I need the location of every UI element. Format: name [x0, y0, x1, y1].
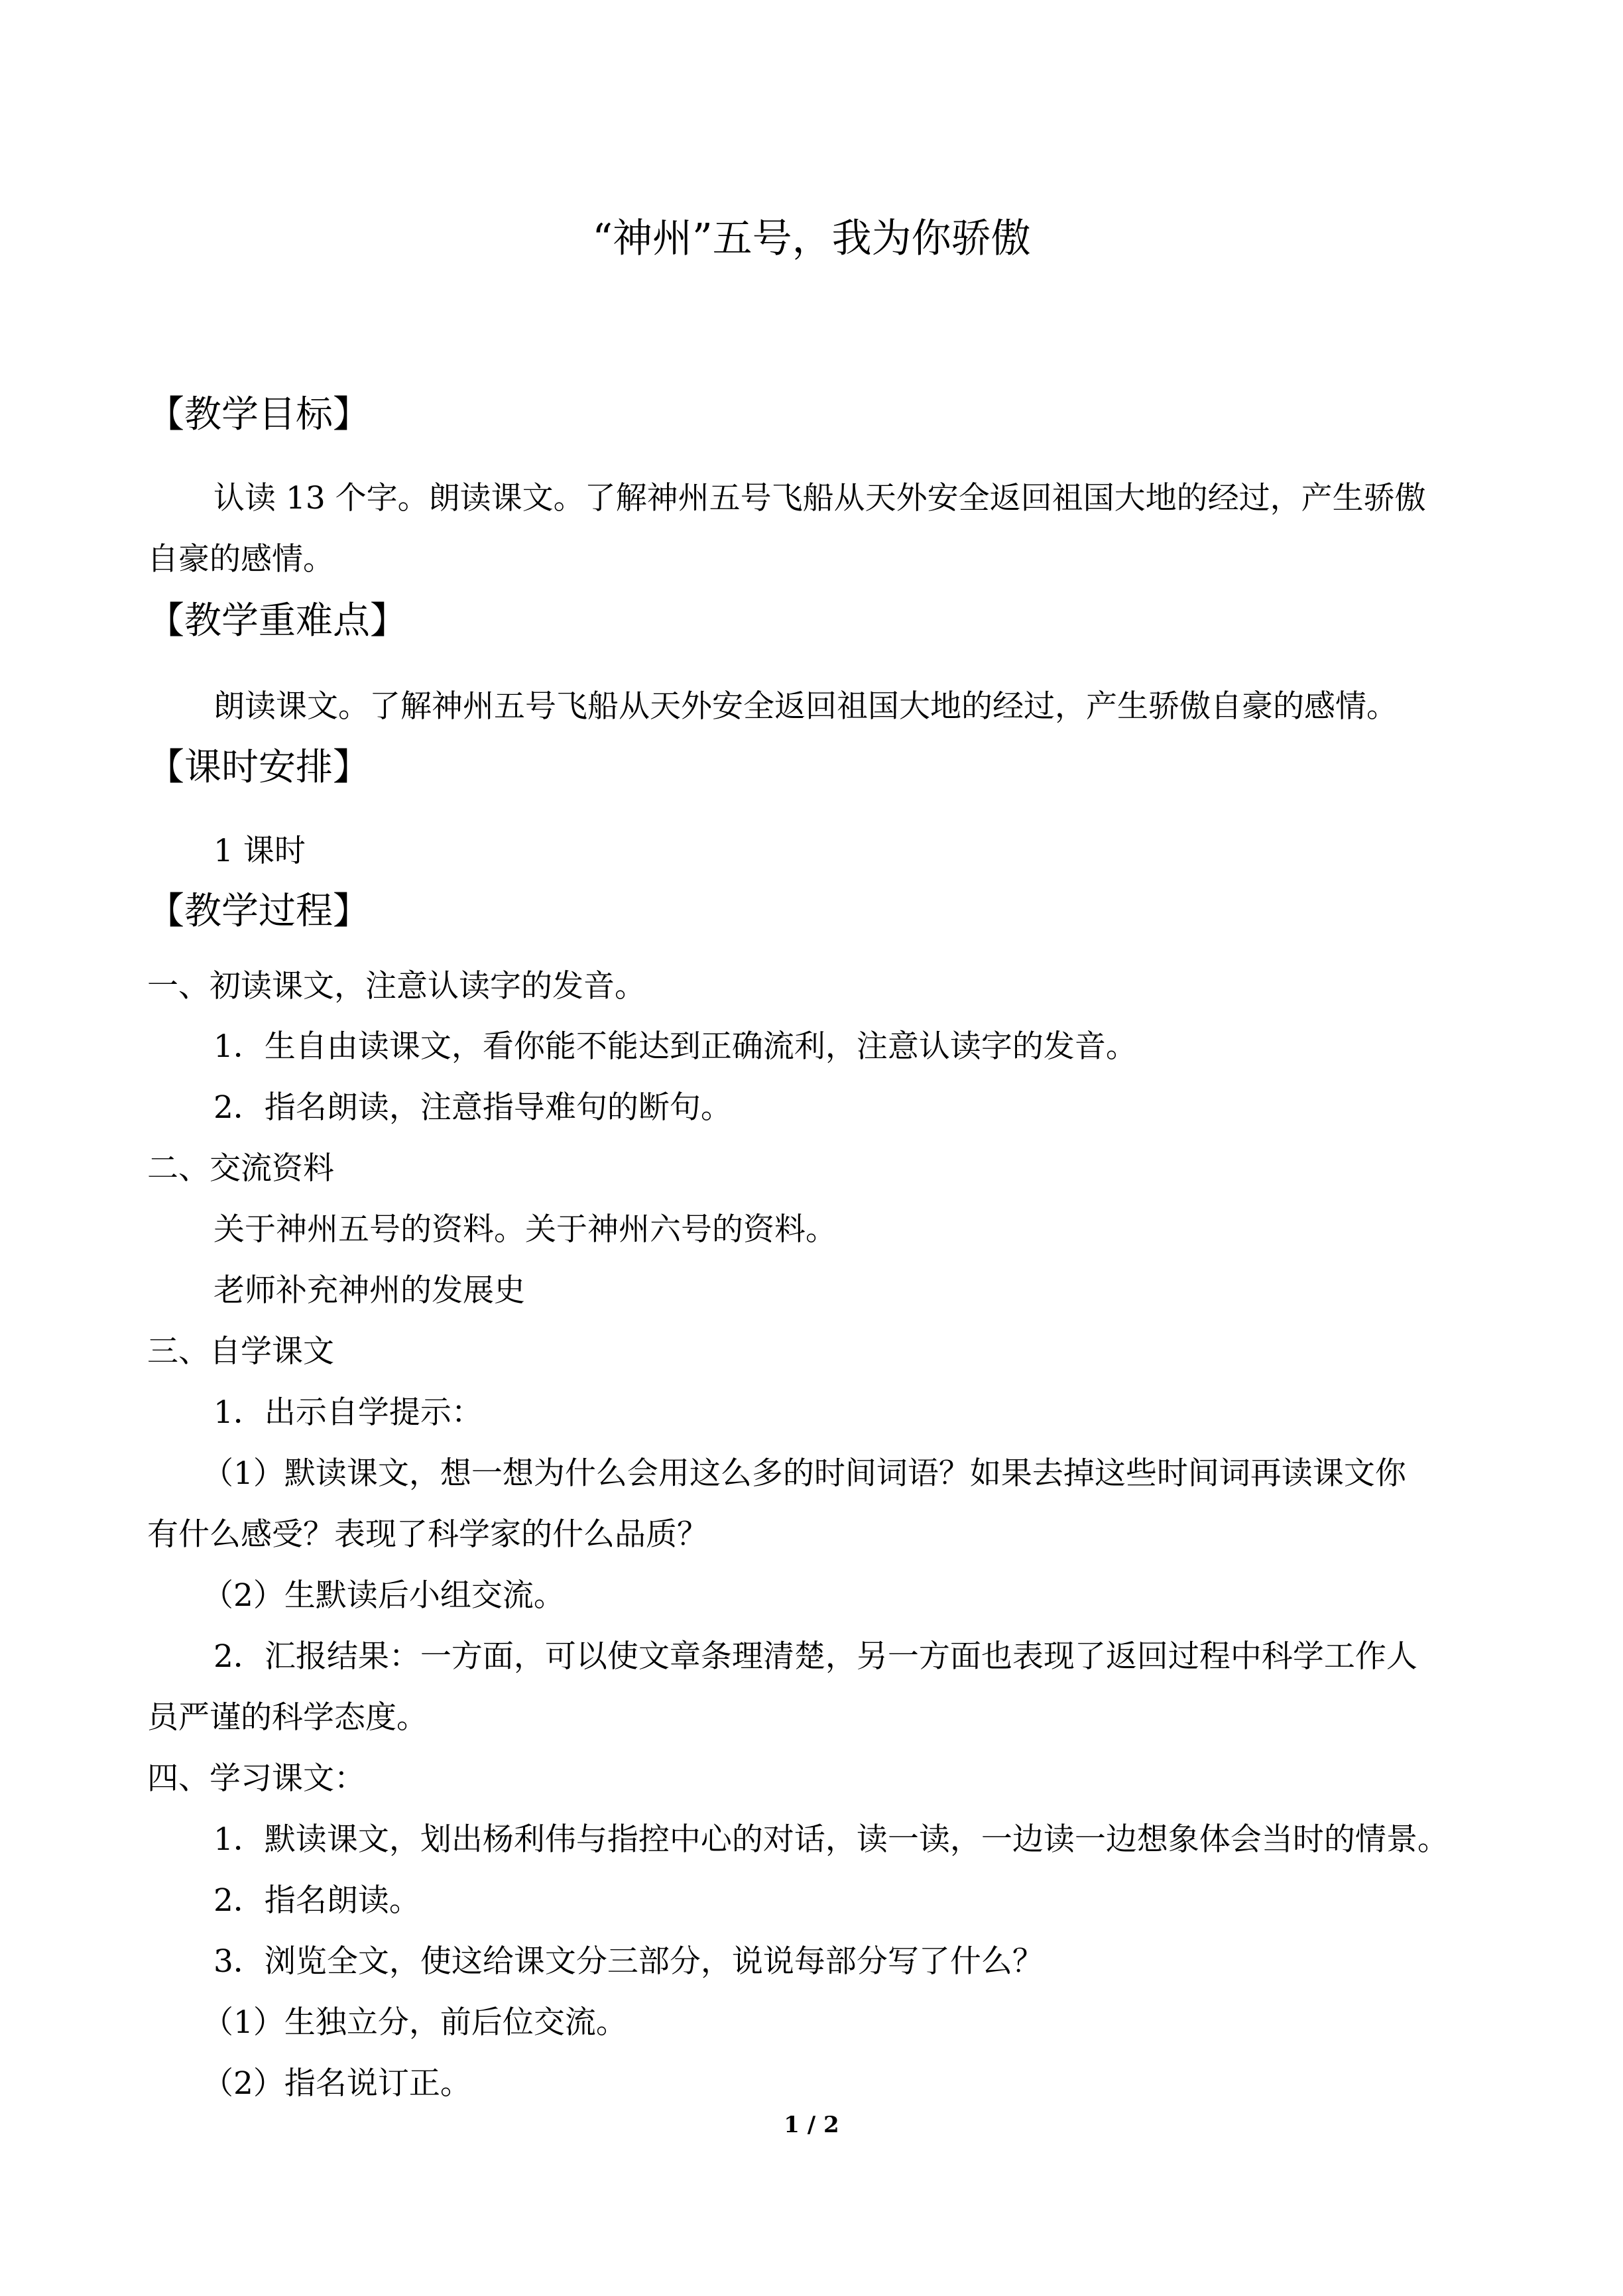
process-line: 关于神州五号的资料。关于神州六号的资料。 — [213, 1211, 837, 1248]
process-line: （2）指名说订正。 — [202, 2065, 471, 2102]
document-title: “神州”五号，我为你骄傲 — [592, 215, 1031, 262]
process-line: 3．浏览全文，使这给课文分三部分，说说每部分写了什么？ — [213, 1943, 1044, 1980]
process-line: （1）生独立分，前后位交流。 — [202, 2004, 627, 2041]
process-line: （2）生默读后小组交流。 — [202, 1577, 565, 1614]
process-line: 2．指名朗读。 — [213, 1882, 420, 1919]
schedule-text: 1 课时 — [213, 833, 306, 869]
heading-key-points: 【教学重难点】 — [147, 599, 407, 642]
process-line: （1）默读课文，想一想为什么会用这么多的时间词语？如果去掉这些时间词再读课文你 — [202, 1455, 1406, 1492]
heading-teaching-goals: 【教学目标】 — [147, 393, 370, 436]
process-line: 有什么感受？表现了科学家的什么品质？ — [147, 1516, 708, 1553]
goals-text-line-2: 自豪的感情。 — [147, 541, 334, 577]
key-points-text: 朗读课文。了解神州五号飞船从天外安全返回祖国大地的经过，产生骄傲自豪的感情。 — [213, 688, 1398, 725]
heading-teaching-process: 【教学过程】 — [147, 890, 370, 933]
heading-schedule: 【课时安排】 — [147, 746, 370, 789]
process-line: 1．生自由读课文，看你能不能达到正确流利，注意认读字的发音。 — [213, 1028, 1137, 1065]
process-step-4-heading: 四、学习课文： — [147, 1760, 365, 1797]
process-line: 老师补充神州的发展史 — [213, 1272, 525, 1309]
process-step-2-heading: 二、交流资料 — [147, 1150, 334, 1187]
process-line: 1．默读课文，划出杨利伟与指控中心的对话，读一读，一边读一边想象体会当时的情景。 — [213, 1821, 1449, 1858]
process-step-3-heading: 三、自学课文 — [147, 1333, 334, 1370]
process-line: 2．汇报结果：一方面，可以使文章条理清楚，另一方面也表现了返回过程中科学工作人 — [213, 1638, 1417, 1675]
process-line: 员严谨的科学态度。 — [147, 1699, 428, 1736]
page-number: 1 / 2 — [784, 2112, 839, 2138]
process-line: 2．指名朗读，注意指导难句的断句。 — [213, 1089, 732, 1126]
goals-text-line-1: 认读 13 个字。朗读课文。了解神州五号飞船从天外安全返回祖国大地的经过，产生骄傲 — [213, 480, 1426, 516]
process-step-1-heading: 一、初读课文，注意认读字的发音。 — [147, 968, 646, 1004]
process-line: 1．出示自学提示： — [213, 1394, 483, 1431]
